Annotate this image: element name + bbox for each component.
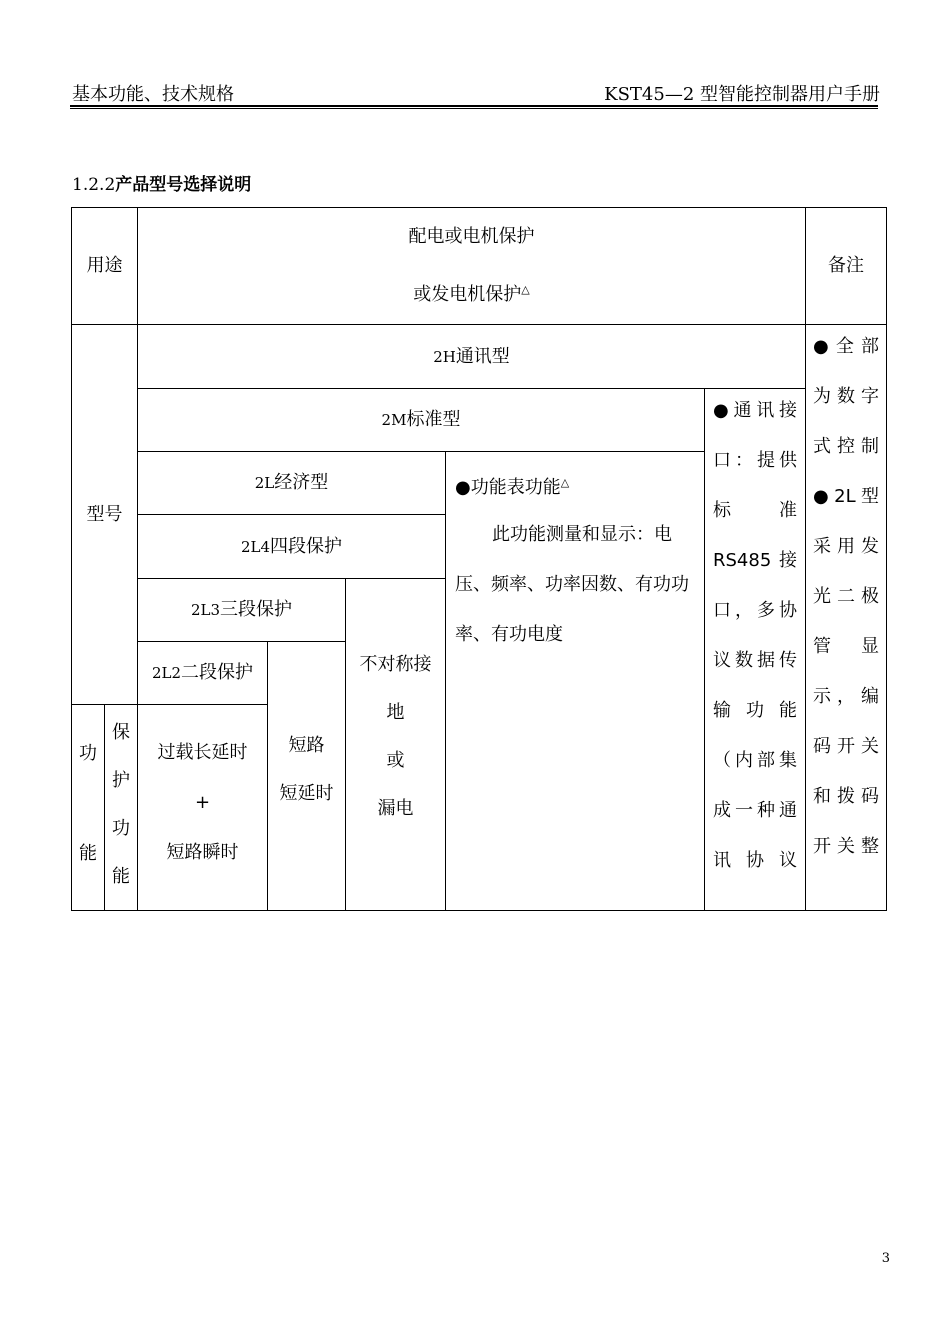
ground-line3: 或 <box>386 750 405 771</box>
ground-cell <box>345 578 446 911</box>
func-label-b: 能 <box>79 843 97 864</box>
comm-line-7: 输功能 <box>713 700 797 721</box>
page-number: 3 <box>881 1251 890 1266</box>
remark-line-3: 式控制 <box>813 436 879 457</box>
short-delay-line2: 短延时 <box>279 783 334 804</box>
usage-label-cell <box>71 207 138 325</box>
model-2l4-code: 2L4 <box>240 537 271 556</box>
meter-line3: 率、有功电度 <box>455 624 563 645</box>
header-right: KST45—2 型智能控制器用户手册 <box>604 84 880 105</box>
triangle-mark-2: △ <box>560 476 570 489</box>
model-2m <box>382 395 461 445</box>
usage-line2 <box>413 265 529 323</box>
remark-line-1: ●全部 <box>813 336 879 357</box>
comm-line-6: 议数据传 <box>713 650 797 671</box>
ground-line1: 不对称接 <box>359 654 432 675</box>
remark-line-11: 开关整 <box>813 836 879 857</box>
protect-char-4: 能 <box>112 866 130 887</box>
protect-char-2: 护 <box>112 770 130 791</box>
model-2m-code: 2M <box>381 411 407 429</box>
header-left: 基本功能、技术规格 <box>72 84 234 105</box>
comm-line-4: RS485接 <box>713 550 797 571</box>
model-2m-name: 标准型 <box>406 409 461 430</box>
model-2h-cell <box>137 324 806 389</box>
usage-line1: 配电或电机保护 <box>408 226 535 247</box>
meter-line2: 压、频率、功率因数、有功功 <box>455 574 689 595</box>
model-2l-code: 2L <box>254 474 275 492</box>
model-2l4 <box>241 522 342 572</box>
remark-line-5: 采用发 <box>813 536 879 557</box>
model-2l3-code: 2L3 <box>190 601 221 619</box>
remark-label: 备注 <box>828 255 864 276</box>
model-2l2-code: 2L2 <box>151 664 182 682</box>
model-2l2-cell <box>137 641 268 705</box>
comm-line-10: 讯协议 <box>713 850 797 871</box>
protect-label-cell <box>104 704 138 911</box>
func-label-cell <box>71 704 105 911</box>
ground-line2: 地 <box>386 702 405 723</box>
triangle-mark: △ <box>521 283 530 296</box>
remark-line-4: ●2L型 <box>813 486 879 507</box>
model-2m-cell <box>137 388 705 452</box>
long-delay <box>138 729 267 877</box>
model-2l-cell <box>137 451 446 515</box>
model-2l-name: 经济型 <box>274 472 329 493</box>
remark-line-8: 示，编 <box>813 686 879 707</box>
remark-line-2: 为数字 <box>813 386 879 407</box>
remark-line-6: 光二极 <box>813 586 879 607</box>
model-label-cell <box>71 324 138 705</box>
section-title-text: 产品型号选择说明 <box>115 175 252 195</box>
short-delay-line1: 短路 <box>288 735 325 756</box>
model-2h-code: 2H <box>433 347 456 366</box>
protect-char-1: 保 <box>112 722 130 743</box>
short-delay-cell <box>267 641 346 911</box>
remark-line-9: 码开关 <box>813 736 879 757</box>
section-number: 1.2.2 <box>72 175 116 195</box>
comm-line-2: 口：提供 <box>713 450 797 471</box>
remark-label-cell <box>805 207 887 325</box>
long-delay-line1: 过载长延时 <box>157 742 248 763</box>
long-delay-plus: + <box>194 792 211 813</box>
model-2l3-cell <box>137 578 346 642</box>
usage-value-cell <box>137 207 806 325</box>
meter-title <box>455 458 569 513</box>
protect-label <box>105 709 137 901</box>
usage-label: 用途 <box>86 255 123 276</box>
usage-line2-text: 或发电机保护 <box>413 284 522 305</box>
model-2l3-name: 三段保护 <box>220 599 293 620</box>
meter-title-text: ●功能表功能 <box>455 477 561 498</box>
meter-line1: 此功能测量和显示：电 <box>492 524 672 545</box>
model-2l3 <box>191 585 292 635</box>
comm-line-9: 成一种通 <box>713 800 797 821</box>
model-2h <box>433 332 510 382</box>
model-2h-name: 通讯型 <box>455 345 510 367</box>
ground <box>346 641 445 833</box>
model-2l2 <box>152 648 253 698</box>
ground-line4: 漏电 <box>377 798 414 819</box>
header-rule <box>70 105 878 109</box>
long-delay-line3: 短路瞬时 <box>166 842 239 863</box>
protect-char-3: 功 <box>112 818 130 839</box>
comm-line-5: 口，多协 <box>713 600 797 621</box>
model-label: 型号 <box>86 503 123 525</box>
model-2l2-name: 二段保护 <box>181 662 254 683</box>
remark-line-7: 管 显 <box>813 636 879 657</box>
comm-line-1: ●通讯接 <box>713 400 797 421</box>
func-label-a: 功 <box>79 743 97 764</box>
model-2l4-cell <box>137 514 446 579</box>
comm-line-3: 标 准 <box>713 500 797 521</box>
short-delay <box>268 722 345 818</box>
section-title <box>72 170 251 195</box>
model-2l4-name: 四段保护 <box>270 535 343 557</box>
remark-line-10: 和拨码 <box>813 786 879 807</box>
model-2l <box>255 458 329 508</box>
long-delay-cell <box>137 704 268 911</box>
comm-line-8: （内部集 <box>713 750 797 771</box>
comm-cell <box>704 388 806 911</box>
remark-cell <box>805 324 887 911</box>
meter-cell <box>445 451 705 911</box>
